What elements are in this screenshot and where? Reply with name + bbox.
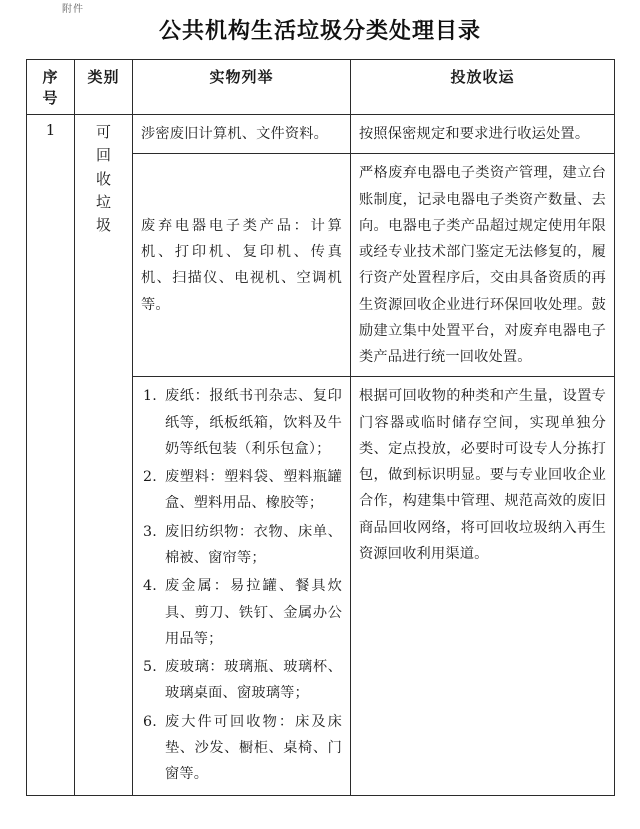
- table-header: [27, 60, 615, 115]
- table-row: [27, 115, 615, 154]
- column-header-operations: 投放收运: [351, 60, 615, 115]
- table-body: [27, 115, 615, 796]
- row-number: 1: [27, 115, 75, 796]
- operations-cell: [351, 377, 615, 796]
- column-header-no: 序号: [27, 60, 75, 115]
- column-header-category: 类别: [75, 60, 133, 115]
- list-item: 废旧纺织物：衣物、床单、棉被、窗帘等；: [165, 523, 342, 566]
- operations-cell: [351, 154, 615, 377]
- items-cell: [133, 115, 351, 154]
- row-category-label: 可回收垃圾: [96, 123, 113, 234]
- table-header-row: [27, 60, 615, 115]
- catalog-table: [26, 59, 615, 796]
- operations-text: 按照保密规定和要求进行收运处置。: [359, 126, 590, 142]
- items-cell: [133, 154, 351, 377]
- row-category: [75, 115, 133, 796]
- operations-text: 根据可回收物的种类和产生量，设置专门容器或临时储存空间，实现单独分类、定点投放，必要时可设专人分拣打包，做到标识明显。要与专业回收企业合作，构建集中管理、规范高效的废旧商品回收网络，将可回收垃圾纳入再生资源回收利用渠道。: [359, 388, 606, 562]
- list-item: 废塑料：塑料袋、塑料瓶罐盒、塑料用品、橡胶等；: [165, 469, 342, 512]
- operations-cell: [351, 115, 615, 154]
- column-header-items: 实物列举: [133, 60, 351, 115]
- list-item: 废纸：报纸书刊杂志、复印纸等，纸板纸箱，饮料及牛奶等纸包装（利乐包盒）；: [165, 388, 342, 457]
- items-text: 涉密废旧计算机、文件资料。: [141, 126, 329, 142]
- corner-annotation: 附件: [62, 4, 84, 15]
- items-cell: [133, 377, 351, 796]
- page-title: 公共机构生活垃圾分类处理目录: [158, 18, 481, 44]
- items-list: [141, 383, 342, 787]
- items-text: 废弃电器电子类产品：计算机、打印机、复印机、传真机、扫描仪、电视机、空调机等。: [141, 217, 342, 313]
- list-item: 废玻璃：玻璃瓶、玻璃杯、玻璃桌面、窗玻璃等；: [165, 659, 342, 702]
- list-item: 废大件可回收物：床及床垫、沙发、橱柜、桌椅、门窗等。: [165, 713, 342, 783]
- operations-text: 严格废弃电器电子类资产管理，建立台账制度，记录电器电子类资产数量、去向。电器电子类产品超过规定使用年限或经专业技术部门鉴定无法修复的，履行资产处置程序后，交由具备资质的再生资源回收企业进行环保回收处理。鼓励建立集中处置平台，对废弃电器电子类产品进行统一回收处置。: [359, 165, 606, 366]
- list-item: 废金属：易拉罐、餐具炊具、剪刀、铁钉、金属办公用品等；: [165, 578, 342, 647]
